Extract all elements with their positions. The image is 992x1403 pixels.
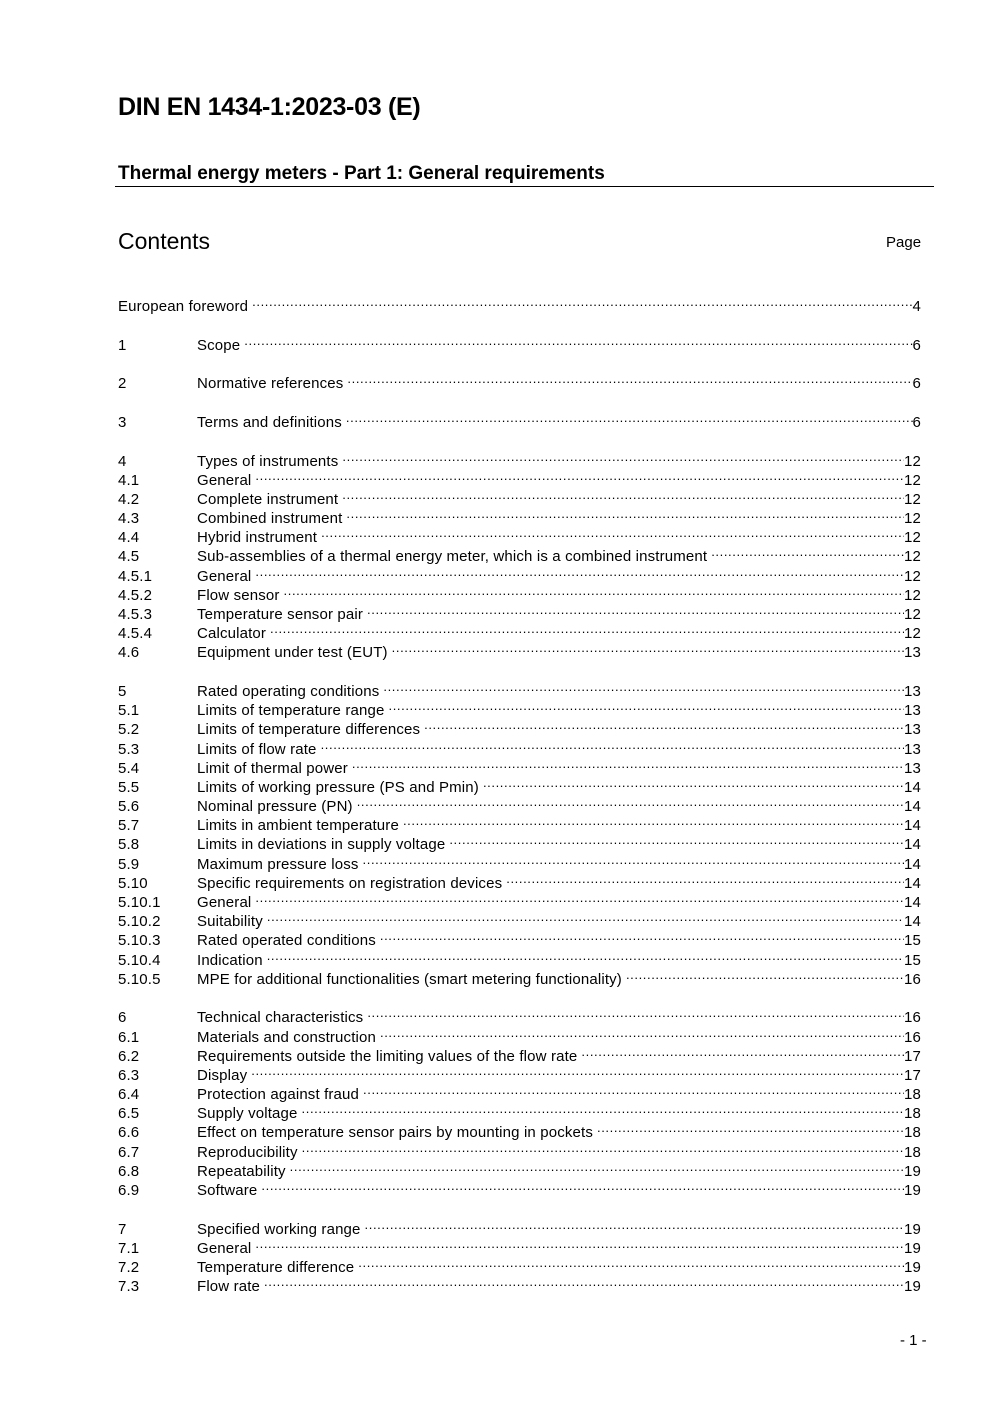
toc-entry-number: 5.8 <box>118 836 140 854</box>
toc-entry[interactable] <box>118 446 921 470</box>
toc-entry-page: 15 <box>904 951 921 969</box>
toc-entry-title: Supply voltage <box>197 1105 298 1123</box>
toc-entry-page: 18 <box>904 1105 921 1123</box>
toc-group <box>118 1214 921 1296</box>
toc-entry-page: 12 <box>904 625 921 643</box>
toc-dot-leader <box>347 369 912 388</box>
toc-entry[interactable] <box>118 677 921 700</box>
toc-entry-title: Effect on temperature sensor pairs by mounting in pockets <box>197 1124 593 1142</box>
toc-dot-leader <box>403 811 904 830</box>
toc-entry[interactable] <box>118 369 921 393</box>
toc-entry-page: 19 <box>904 1278 921 1296</box>
toc-entry[interactable] <box>118 331 921 354</box>
toc-entry-number: 6 <box>118 1009 127 1027</box>
document-id: DIN EN 1434-1:2023-03 (E) <box>118 93 421 121</box>
footer-page-number: - 1 - <box>900 1332 927 1349</box>
toc-entry[interactable] <box>118 292 921 316</box>
toc-entry-page: 14 <box>904 817 921 835</box>
toc-entry-page: 13 <box>904 682 921 700</box>
toc-entry-page: 15 <box>904 932 921 950</box>
toc-entry[interactable] <box>118 408 921 431</box>
toc-dot-leader <box>267 945 904 964</box>
toc-entry-page: 12 <box>904 452 921 470</box>
toc-entry-title: Flow sensor <box>197 586 280 604</box>
toc-entry-title: Specified working range <box>197 1220 361 1238</box>
toc-dot-leader <box>255 888 904 907</box>
toc-entry-number: 5.2 <box>118 721 140 739</box>
toc-dot-leader <box>252 292 912 311</box>
toc-entry-title: Suitability <box>197 913 263 931</box>
toc-entry-title: Indication <box>197 951 263 969</box>
toc-entry-title: Reproducibility <box>197 1143 298 1161</box>
toc-entry-number: 6.3 <box>118 1066 140 1084</box>
toc-group <box>118 408 921 431</box>
toc-entry-title: Display <box>197 1066 248 1084</box>
toc-entry-title: General <box>197 894 252 912</box>
toc-entry-page: 13 <box>904 702 921 720</box>
toc-entry-number: 7.2 <box>118 1258 140 1276</box>
toc-entry-page: 18 <box>904 1143 921 1161</box>
toc-entry-title: Repeatability <box>197 1162 286 1180</box>
toc-entry-page: 19 <box>904 1258 921 1276</box>
toc-dot-leader <box>711 542 904 561</box>
toc-entry-title: Rated operating conditions <box>197 682 380 700</box>
toc-entry-number: 5.10 <box>118 874 148 892</box>
toc-group <box>118 369 921 393</box>
toc-group <box>118 1003 921 1200</box>
toc-entry-title: Technical characteristics <box>197 1009 364 1027</box>
toc-entry-page: 19 <box>904 1182 921 1200</box>
toc-entry-number: 4.5.2 <box>118 586 153 604</box>
document-title: Thermal energy meters - Part 1: General requirements <box>118 163 605 184</box>
toc-entry-page: 6 <box>912 413 921 431</box>
toc-entry-page: 12 <box>904 510 921 528</box>
toc-entry-page: 16 <box>904 970 921 988</box>
toc-dot-leader <box>270 619 904 638</box>
toc-entry-title: Terms and definitions <box>197 413 342 431</box>
toc-dot-leader <box>251 1061 904 1080</box>
toc-entry-title: Limit of thermal power <box>197 759 348 777</box>
toc-entry-number: 6.5 <box>118 1105 140 1123</box>
toc-entry-number: 7.3 <box>118 1278 140 1296</box>
toc-entry-page: 12 <box>904 490 921 508</box>
toc-entry-title: General <box>197 1239 252 1257</box>
toc-entry-number: 5.10.4 <box>118 951 161 969</box>
toc-entry-number: 6.9 <box>118 1182 140 1200</box>
toc-entry-page: 14 <box>904 894 921 912</box>
toc-dot-leader <box>581 1042 904 1061</box>
toc-entry-number: 3 <box>118 413 127 431</box>
toc-dot-leader <box>302 1137 904 1156</box>
toc-entry-page: 13 <box>904 721 921 739</box>
toc-dot-leader <box>367 1003 904 1022</box>
toc-entry-page: 6 <box>912 375 921 393</box>
toc-entry-number: 4.1 <box>118 471 140 489</box>
toc-entry-title: Requirements outside the limiting values of the flow rate <box>197 1047 578 1065</box>
toc-entry-title: Protection against fraud <box>197 1086 360 1104</box>
page-column-heading: Page <box>886 234 922 251</box>
toc-dot-leader <box>255 466 904 485</box>
toc-entry-number: 4.5.1 <box>118 567 153 585</box>
toc-group <box>118 446 921 662</box>
toc-entry-number: 4.6 <box>118 644 140 662</box>
toc-entry-title: Maximum pressure loss <box>197 855 359 873</box>
toc-entry-number: 4.4 <box>118 529 140 547</box>
toc-entry-number: 5.5 <box>118 778 140 796</box>
toc-entry-number: 4.2 <box>118 490 140 508</box>
toc-entry-number: 5.10.1 <box>118 894 161 912</box>
toc-dot-leader <box>449 830 904 849</box>
toc-dot-leader <box>352 754 904 773</box>
toc-dot-leader <box>367 600 904 619</box>
toc-dot-leader <box>264 1272 904 1291</box>
toc-entry-page: 14 <box>904 778 921 796</box>
toc-dot-leader <box>380 926 904 945</box>
title-divider <box>115 186 934 187</box>
toc-entry-page: 12 <box>904 567 921 585</box>
toc-entry-page: 19 <box>904 1239 921 1257</box>
toc-dot-leader <box>255 561 904 580</box>
toc-entry-number: 1 <box>118 336 127 354</box>
toc-entry-page: 13 <box>904 740 921 758</box>
toc-dot-leader <box>302 1099 904 1118</box>
toc-entry-title: Software <box>197 1182 258 1200</box>
toc-entry-page: 19 <box>904 1162 921 1180</box>
toc-dot-leader <box>290 1157 904 1176</box>
toc-entry-title: Normative references <box>197 375 344 393</box>
toc-dot-leader <box>267 907 904 926</box>
toc-dot-leader <box>346 504 904 523</box>
toc-entry-number: 6.1 <box>118 1028 140 1046</box>
toc-entry-page: 17 <box>904 1066 921 1084</box>
toc-entry-number: 7 <box>118 1220 127 1238</box>
toc-entry-number: 5.10.3 <box>118 932 161 950</box>
toc-entry-title: Sub-assemblies of a thermal energy meter, which is a combined instrument <box>197 548 708 566</box>
toc-dot-leader <box>284 581 904 600</box>
toc-dot-leader <box>424 715 904 734</box>
toc-dot-leader <box>380 1022 904 1041</box>
toc-entry-page: 4 <box>912 298 921 316</box>
toc-entry-page: 14 <box>904 874 921 892</box>
toc-entry[interactable] <box>118 1214 921 1238</box>
toc-entry-number: 4.5.3 <box>118 606 153 623</box>
toc-entry-number: 6.4 <box>118 1086 140 1104</box>
toc-entry-number: 5.10.2 <box>118 913 161 931</box>
toc-entry-number: 7.1 <box>118 1239 140 1257</box>
toc-entry-page: 19 <box>904 1220 921 1238</box>
toc-dot-leader <box>358 1253 904 1272</box>
toc-entry-page: 18 <box>904 1086 921 1104</box>
toc-entry-title: Limits of temperature differences <box>197 721 421 739</box>
toc-dot-leader <box>365 1214 904 1233</box>
toc-entry-number: 4.5 <box>118 548 140 566</box>
toc-entry-title: Specific requirements on registration devices <box>197 874 503 892</box>
toc-entry-number: 5.3 <box>118 740 140 758</box>
toc-dot-leader <box>255 1234 904 1253</box>
toc-entry-title: Limits in deviations in supply voltage <box>197 836 446 854</box>
toc-entry-page: 12 <box>904 606 921 623</box>
toc-entry-number: 5.9 <box>118 855 140 873</box>
toc-entry-page: 14 <box>904 855 921 873</box>
toc-dot-leader <box>388 696 904 715</box>
toc-entry-title: Nominal pressure (PN) <box>197 798 353 816</box>
toc-entry-title: Limits of working pressure (PS and Pmin) <box>197 778 479 796</box>
toc-entry-title: General <box>197 567 252 585</box>
toc-entry-title: Limits of temperature range <box>197 702 385 720</box>
toc-entry-page: 6 <box>912 336 921 354</box>
toc-entry-title: MPE for additional functionalities (smart metering functionality) <box>197 970 622 988</box>
toc-dot-leader <box>392 638 904 657</box>
toc-entry-page: 13 <box>904 644 921 662</box>
toc-entry-page: 12 <box>904 529 921 547</box>
toc-entry-number: 5.1 <box>118 702 140 720</box>
toc-entry-title: Types of instruments <box>197 452 339 470</box>
toc-entry-page: 17 <box>904 1047 921 1065</box>
toc-dot-leader <box>261 1176 904 1195</box>
toc-entry-page: 14 <box>904 836 921 854</box>
toc-entry-number: 5 <box>118 682 127 700</box>
toc-dot-leader <box>363 849 904 868</box>
toc-entry-title: Complete instrument <box>197 490 339 508</box>
toc-entry-page: 16 <box>904 1009 921 1027</box>
toc-entry-page: 16 <box>904 1028 921 1046</box>
toc-dot-leader <box>357 792 904 811</box>
toc-entry-number: 6.6 <box>118 1124 140 1142</box>
toc-dot-leader <box>321 734 904 753</box>
toc-entry-page: 12 <box>904 586 921 604</box>
table-of-contents <box>118 292 921 1311</box>
toc-entry-title: European foreword <box>118 298 249 316</box>
toc-dot-leader <box>342 485 904 504</box>
toc-entry-title: General <box>197 471 252 489</box>
toc-entry-number: 5.7 <box>118 817 140 835</box>
toc-group <box>118 677 921 988</box>
toc-entry-page: 18 <box>904 1124 921 1142</box>
toc-entry-number: 4.5.4 <box>118 625 153 643</box>
toc-entry-number: 6.7 <box>118 1143 140 1161</box>
toc-entry-number: 6.2 <box>118 1047 140 1065</box>
toc-entry-title: Scope <box>197 336 241 354</box>
toc-entry-page: 13 <box>904 759 921 777</box>
toc-entry-title: Hybrid instrument <box>197 529 318 547</box>
toc-dot-leader <box>321 523 904 542</box>
contents-heading: Contents <box>118 228 211 254</box>
toc-dot-leader <box>363 1080 904 1099</box>
toc-dot-leader <box>483 773 904 792</box>
toc-group <box>118 292 921 316</box>
toc-entry-title: Combined instrument <box>197 510 343 528</box>
toc-entry-title: Flow rate <box>197 1278 261 1296</box>
toc-entry-title: Rated operated conditions <box>197 932 376 950</box>
toc-entry-page: 12 <box>904 471 921 489</box>
toc-entry-title: Temperature difference <box>197 1258 355 1276</box>
toc-dot-leader <box>342 446 904 465</box>
toc-entry-title: Calculator <box>197 625 267 643</box>
toc-entry-page: 14 <box>904 913 921 931</box>
toc-dot-leader <box>626 965 904 984</box>
toc-entry-number: 5.4 <box>118 759 140 777</box>
toc-entry-title: Limits of flow rate <box>197 740 317 758</box>
toc-entry-title: Materials and construction <box>197 1028 376 1046</box>
toc-entry-number: 4 <box>118 452 127 470</box>
toc-dot-leader <box>244 331 912 350</box>
toc-entry-number: 4.3 <box>118 510 140 528</box>
toc-entry-title: Limits in ambient temperature <box>197 817 399 835</box>
toc-group <box>118 331 921 354</box>
toc-entry-page: 12 <box>904 548 921 566</box>
toc-dot-leader <box>506 869 904 888</box>
toc-dot-leader <box>597 1118 904 1137</box>
toc-entry[interactable] <box>118 1003 921 1027</box>
toc-entry-title: Temperature sensor pair <box>197 606 364 623</box>
toc-entry-number: 5.6 <box>118 798 140 816</box>
toc-dot-leader <box>383 677 904 696</box>
toc-entry-number: 2 <box>118 375 127 393</box>
toc-entry-title: Equipment under test (EUT) <box>197 644 388 662</box>
toc-entry-number: 5.10.5 <box>118 970 161 988</box>
toc-entry-number: 6.8 <box>118 1162 140 1180</box>
toc-entry-page: 14 <box>904 798 921 816</box>
toc-dot-leader <box>346 408 913 427</box>
